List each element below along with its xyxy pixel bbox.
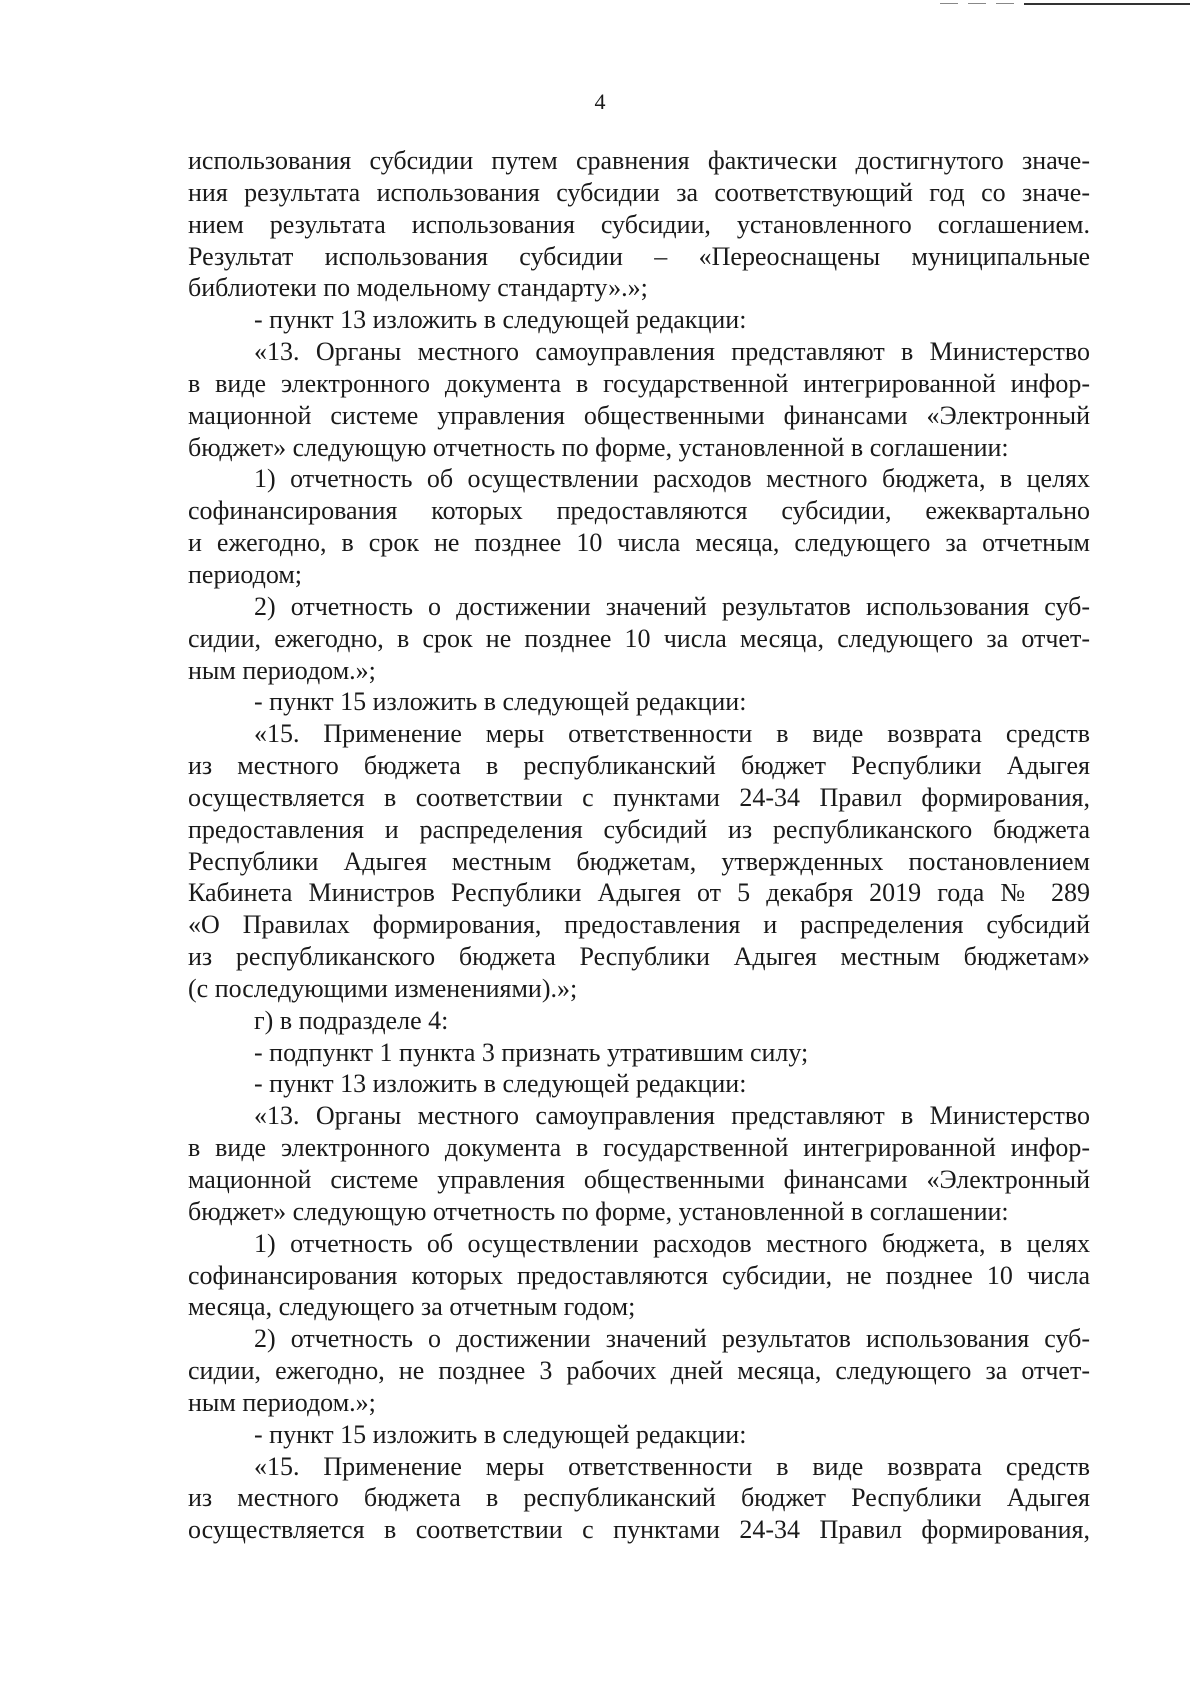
text-line: использования субсидии путем сравнения фактически достигнутого значе-: [188, 146, 1090, 175]
scan-dash: [996, 3, 1014, 4]
text-line: «О Правилах формирования, предоставления и распределения субсидий: [188, 910, 1090, 940]
text-line: бюджет» следующую отчетность по форме, установленной в соглашении:: [188, 1196, 1009, 1226]
text-line: софинансирования которых предоставляются субсидии, ежеквартально: [188, 496, 1090, 526]
text-line: «13. Органы местного самоуправления представляют в Министерство: [254, 337, 1090, 367]
text-line: 1) отчетность об осуществлении расходов местного бюджета, в целях: [254, 464, 1090, 494]
text-line: из республиканского бюджета Республики Адыгея местным бюджетам»: [188, 942, 1090, 972]
text-line: периодом;: [188, 559, 303, 589]
text-line: - подпункт 1 пункта 3 признать утратившим силу;: [254, 1037, 809, 1067]
text-line: г) в подразделе 4:: [254, 1005, 449, 1035]
text-line: Кабинета Министров Республики Адыгея от 5 декабря 2019 года № 289: [188, 878, 1090, 908]
text-line: мационной системе управления общественными финансами «Электронный: [188, 1165, 1090, 1194]
text-line: (с последующими изменениями).»;: [188, 973, 578, 1003]
text-line: 2) отчетность о достижении значений результатов использования суб-: [254, 1324, 1090, 1354]
text-line: «13. Органы местного самоуправления представляют в Министерство: [254, 1101, 1090, 1131]
text-line: месяца, следующего за отчетным годом;: [188, 1292, 636, 1322]
text-line: софинансирования которых предоставляются субсидии, не позднее 10 числа: [188, 1260, 1090, 1290]
text-line: 2) отчетность о достижении значений результатов использования суб-: [254, 591, 1090, 621]
text-line: сидии, ежегодно, в срок не позднее 10 числа месяца, следующего за отчет-: [188, 623, 1090, 653]
text-line: в виде электронного документа в государственной интегрированной инфор-: [188, 1133, 1090, 1163]
text-line: и ежегодно, в срок не позднее 10 числа месяца, следующего за отчетным: [188, 528, 1090, 558]
page-number: 4: [594, 89, 606, 114]
text-line: осуществляется в соответствии с пунктами 24-34 Правил формирования,: [188, 782, 1090, 812]
scan-line: [1024, 3, 1190, 5]
text-line: ным периодом.»;: [188, 655, 376, 685]
text-line: 1) отчетность об осуществлении расходов местного бюджета, в целях: [254, 1228, 1090, 1258]
text-line: Результат использования субсидии – «Переоснащены муниципальные: [188, 241, 1090, 271]
text-line: из местного бюджета в республиканский бюджет Республики Адыгея: [188, 751, 1090, 781]
text-line: бюджет» следующую отчетность по форме, установленной в соглашении:: [188, 432, 1009, 462]
scan-dash: [968, 3, 986, 4]
text-line: мационной системе управления общественными финансами «Электронный: [188, 400, 1090, 430]
text-line: предоставления и распределения субсидий из республиканского бюджета: [188, 814, 1090, 844]
text-line: из местного бюджета в республиканский бюджет Республики Адыгея: [188, 1483, 1090, 1513]
text-line: «15. Применение меры ответственности в виде возврата средств: [254, 719, 1090, 749]
document-body: [188, 145, 1090, 1546]
text-line: библиотеки по модельному стандарту».»;: [188, 273, 648, 303]
text-line: в виде электронного документа в государственной интегрированной инфор-: [188, 368, 1090, 398]
text-line: - пункт 13 изложить в следующей редакции:: [254, 305, 747, 335]
text-line: нием результата использования субсидии, установленного соглашением.: [188, 209, 1090, 239]
text-line: «15. Применение меры ответственности в виде возврата средств: [254, 1451, 1090, 1481]
text-line: ным периодом.»;: [188, 1387, 376, 1417]
text-line: сидии, ежегодно, не позднее 3 рабочих дней месяца, следующего за отчет-: [188, 1356, 1090, 1386]
text-line: Республики Адыгея местным бюджетам, утвержденных постановлением: [188, 846, 1090, 876]
text-line: - пункт 13 изложить в следующей редакции:: [254, 1069, 747, 1099]
text-line: осуществляется в соответствии с пунктами 24-34 Правил формирования,: [188, 1515, 1090, 1545]
scan-edge-mark: [940, 2, 1190, 5]
text-line: ния результата использования субсидии за соответствующий год со значе-: [188, 177, 1090, 207]
text-line: - пункт 15 изложить в следующей редакции:: [254, 1419, 747, 1449]
scan-dash: [940, 3, 958, 4]
text-line: - пункт 15 изложить в следующей редакции:: [254, 687, 747, 717]
